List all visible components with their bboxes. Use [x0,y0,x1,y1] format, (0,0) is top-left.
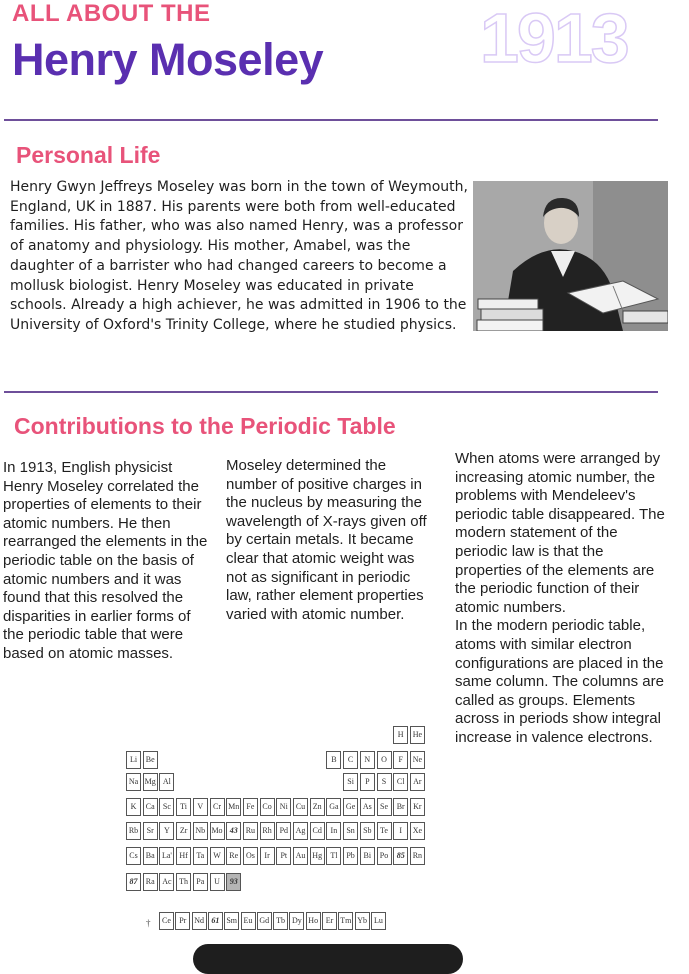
element-cell: Xe [410,822,425,840]
element-cell: Kr [410,798,425,816]
element-cell: Ca [143,798,158,816]
lanthanide-cell: 61 [208,912,223,930]
personal-life-heading: Personal Life [16,142,161,168]
element-cell: Hf [176,847,191,865]
element-cell: Au [293,847,308,865]
element-cell: Cl [393,773,408,791]
element-cell: Si [343,773,358,791]
lanthanides-marker: † [146,918,151,928]
element-cell: 93 [226,873,241,891]
element-cell: He [410,726,425,744]
element-cell: In [326,822,341,840]
element-cell: S [377,773,392,791]
element-cell: 87 [126,873,141,891]
element-cell: Se [377,798,392,816]
element-cell: Pb [343,847,358,865]
lanthanide-cell: Tm [338,912,353,930]
moseley-portrait-photo [473,181,668,331]
header-kicker: ALL ABOUT THE [12,0,211,27]
element-cell: Ti [176,798,191,816]
element-cell: N [360,751,375,769]
element-cell: Ar [410,773,425,791]
lanthanide-cell: Dy [289,912,304,930]
element-cell: Ba [143,847,158,865]
element-cell: Ta [193,847,208,865]
element-cell: O [377,751,392,769]
lanthanide-cell: Eu [241,912,256,930]
element-cell: U [210,873,225,891]
element-cell: Cs [126,847,141,865]
element-cell: Zr [176,822,191,840]
element-cell: Li [126,751,141,769]
element-cell: Rh [260,822,275,840]
lanthanide-cell: Tb [273,912,288,930]
element-cell: C [343,751,358,769]
element-cell: Br [393,798,408,816]
element-cell: Sb [360,822,375,840]
element-cell: I [393,822,408,840]
element-cell: Ga [326,798,341,816]
element-cell: Bi [360,847,375,865]
element-cell: Rn [410,847,425,865]
contributions-column-1: In 1913, English physicist Henry Moseley correlated the properties of elements to their atomic numbers. He then rearranged the elements in the periodic table on the basis of atomic numbers and it was found that this resolved the disparities in earlier forms of the periodic table that were based on atomic masses. [3,459,208,662]
page-title: Henry Moseley [12,34,324,85]
element-cell: Rb [126,822,141,840]
element-cell: Mn [226,798,241,816]
lanthanide-cell: Yb [355,912,370,930]
element-cell: As [360,798,375,816]
element-cell: Mg [143,773,158,791]
element-cell: Na [126,773,141,791]
element-cell: Al [159,773,174,791]
element-cell: Cd [310,822,325,840]
contributions-column-2: Moseley determined the number of positive charges in the nucleus by measuring the wavelength of X-rays given off by certain metals. It became clear that atomic weight was not as significant in periodic law, rather element properties varied with atomic number. [226,457,427,623]
lanthanide-cell: Nd [192,912,207,930]
element-cell: F [393,751,408,769]
lanthanide-cell: Ho [306,912,321,930]
element-cell: Ac [159,873,174,891]
element-cell: Pa [193,873,208,891]
element-cell: Pd [276,822,291,840]
element-cell: Fe [243,798,258,816]
element-cell: La' [159,847,174,865]
lanthanide-cell: Gd [257,912,272,930]
lanthanide-cell: Pr [175,912,190,930]
element-cell: Co [260,798,275,816]
element-cell: Mo [210,822,225,840]
element-cell: Te [377,822,392,840]
element-cell: Os [243,847,258,865]
element-cell: H [393,726,408,744]
element-cell: Re [226,847,241,865]
lanthanide-cell: Ce [159,912,174,930]
element-cell: W [210,847,225,865]
contributions-heading: Contributions to the Periodic Table [14,413,396,439]
element-cell: Ge [343,798,358,816]
element-cell: Pt [276,847,291,865]
element-cell: P [360,773,375,791]
year-watermark: 1913 [480,0,628,77]
personal-life-text: Henry Gwyn Jeffreys Moseley was born in the town of Weymouth, England, UK in 1887. His parents were both from well-educated families. His father, who was also named Henry, was a professor of anatomy and physiology. His mother, Amabel, was the daughter of a barrister who had changed careers to become a mollusk biologist. Henry Moseley was educated in private schools. Already a high achiever, he was admitted in 1906 to the University of Oxford's Trinity College, where he studied physics. [10,179,468,333]
element-cell: Ne [410,751,425,769]
element-cell: Tl [326,847,341,865]
element-cell: Zn [310,798,325,816]
element-cell: V [193,798,208,816]
element-cell: Sn [343,822,358,840]
element-cell: Ir [260,847,275,865]
element-cell: Sr [143,822,158,840]
divider [4,119,658,121]
element-cell: Th [176,873,191,891]
lanthanide-cell: Lu [371,912,386,930]
lanthanide-cell: Er [322,912,337,930]
element-cell: B [326,751,341,769]
element-cell: Ra [143,873,158,891]
element-cell: Hg [310,847,325,865]
element-cell: Cu [293,798,308,816]
element-cell: Be [143,751,158,769]
element-cell: Nb [193,822,208,840]
element-cell: 43 [226,822,241,840]
element-cell: Ni [276,798,291,816]
element-cell: K [126,798,141,816]
element-cell: Y [159,822,174,840]
element-cell: Cr [210,798,225,816]
element-cell: Po [377,847,392,865]
element-cell: Ag [293,822,308,840]
bottom-toolbar[interactable] [193,944,463,974]
element-cell: 85 [393,847,408,865]
element-cell: Ru [243,822,258,840]
divider [4,391,658,393]
lanthanide-cell: Sm [224,912,239,930]
contributions-column-3: When atoms were arranged by increasing atomic number, the problems with Mendeleev's periodic table disappeared. The modern statement of the periodic law is that the properties of the elements are the periodic function of their atomic numbers. In the modern periodic table, atoms with similar electron configurations are placed in the same column. The columns are called as groups. Elements across in periods show integral increase in valence electrons. [455,450,665,746]
element-cell: Sc [159,798,174,816]
